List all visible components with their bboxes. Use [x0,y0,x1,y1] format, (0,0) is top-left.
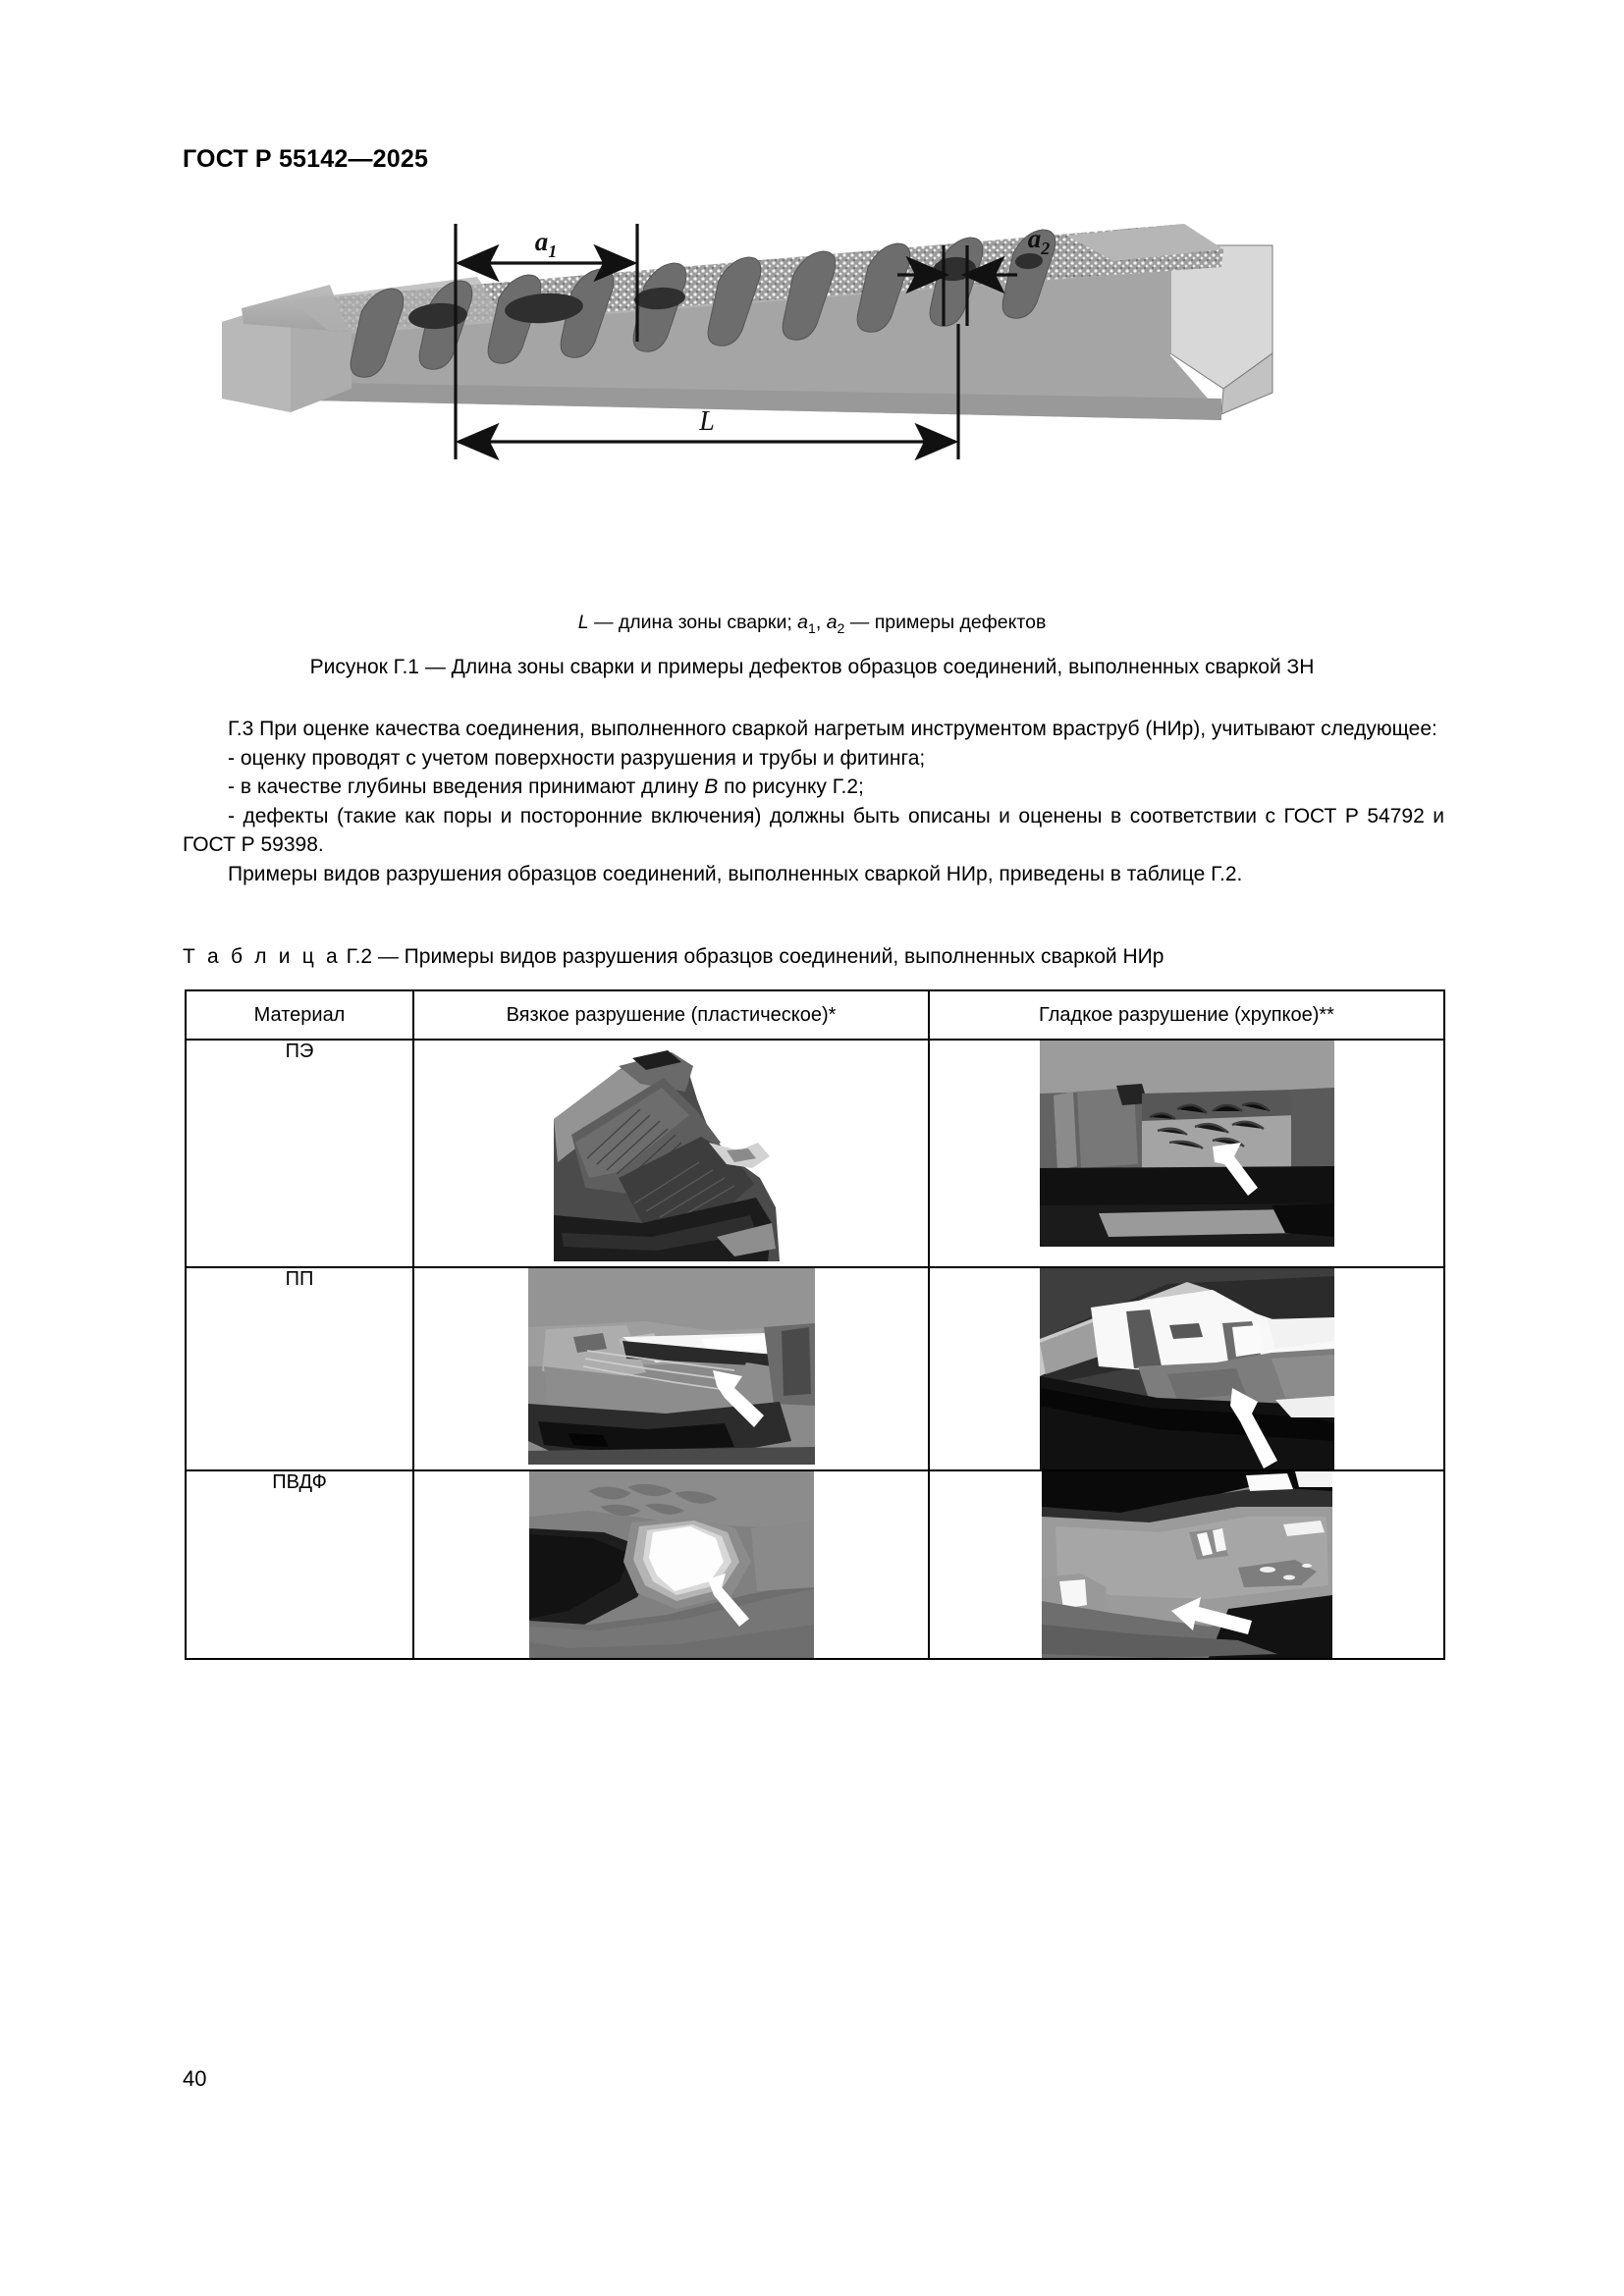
column-header-material: Материал [186,990,413,1040]
table-title-rest: Г.2 — Примеры видов разрушения образцов соединений, выполненных сваркой НИр [340,945,1164,968]
dimension-a1-label: $a_1$ [534,227,558,261]
legend-symbol-a2: a [826,612,838,633]
brittle-fracture-photo-pvdf [930,1471,1443,1658]
legend-symbol-a1: a [797,612,809,633]
legend-text-tail: — примеры дефектов [844,612,1047,633]
column-header-brittle: Гладкое разрушение (хрупкое)** [929,990,1444,1040]
cell-material-pvdf: ПВДФ [186,1470,413,1659]
document-header: ГОСТ Р 55142—2025 [183,145,429,173]
column-header-ductile: Вязкое разрушение (пластическое)* [413,990,929,1040]
dimension-L-label: L [699,406,715,437]
cell-material-pe: ПЭ [186,1040,413,1267]
paragraph-g3: Г.3 При оценке качества соединения, выполненного сваркой нагретым инструментом враструб (НИр), учитывают следующее: [228,718,1437,740]
cell-brittle-pp [929,1267,1444,1470]
figure-g1-legend [183,612,1441,636]
brittle-fracture-photo-pp [930,1268,1443,1469]
body-text-block [183,715,1444,888]
figure-g1-illustration [183,206,1441,599]
legend-comma: , [815,612,827,633]
ductile-fracture-photo-pp [414,1268,928,1465]
table-g2-title [183,945,1164,969]
legend-symbol-a1-sub: 1 [808,619,816,636]
cell-brittle-pe [929,1040,1444,1267]
cell-ductile-pp [413,1267,929,1470]
figure-g1-caption: Рисунок Г.1 — Длина зоны сварки и примеры дефектов образцов соединений, выполненных сваркой ЗН [309,656,1315,678]
page-number: 40 [183,2066,207,2091]
cell-ductile-pvdf [413,1470,929,1659]
table-g2 [185,989,1445,1660]
paragraph-examples: Примеры видов разрушения образцов соединений, выполненных сваркой НИр, приведены в таблице Г.2. [228,862,1243,885]
ductile-fracture-photo-pe [414,1041,928,1266]
table-header-row [186,990,1444,1040]
bullet-2-pre: - в качестве глубины введения принимают длину [228,775,705,798]
table-row [186,1040,1444,1267]
ductile-fracture-photo-pvdf [414,1471,928,1658]
table-row [186,1267,1444,1470]
bullet-item-3: - дефекты (такие как поры и посторонние включения) должны быть описаны и оценены в соответствии с ГОСТ Р 54792 и ГОСТ Р 59398. [183,804,1444,856]
brittle-fracture-photo-pe [930,1041,1443,1247]
bullet-2-post: по рисунку Г.2; [718,775,864,798]
cell-brittle-pvdf [929,1470,1444,1659]
dimension-a2-label: $a_2$ [1027,224,1051,258]
legend-symbol-a2-sub: 2 [837,619,845,636]
legend-symbol-L: L [577,612,589,633]
table-title-label: Т а б л и ц а [183,945,341,968]
cell-material-pp: ПП [186,1267,413,1470]
cell-ductile-pe [413,1040,929,1267]
bullet-item-2 [183,773,1444,802]
bullet-2-symbol-B: B [704,775,719,798]
table-row [186,1470,1444,1659]
weld-zone-diagram [183,206,1441,599]
bullet-item-1: - оценку проводят с учетом поверхности разрушения и трубы и фитинга; [228,746,926,770]
legend-text-mid: — длина зоны сварки; [588,612,798,633]
